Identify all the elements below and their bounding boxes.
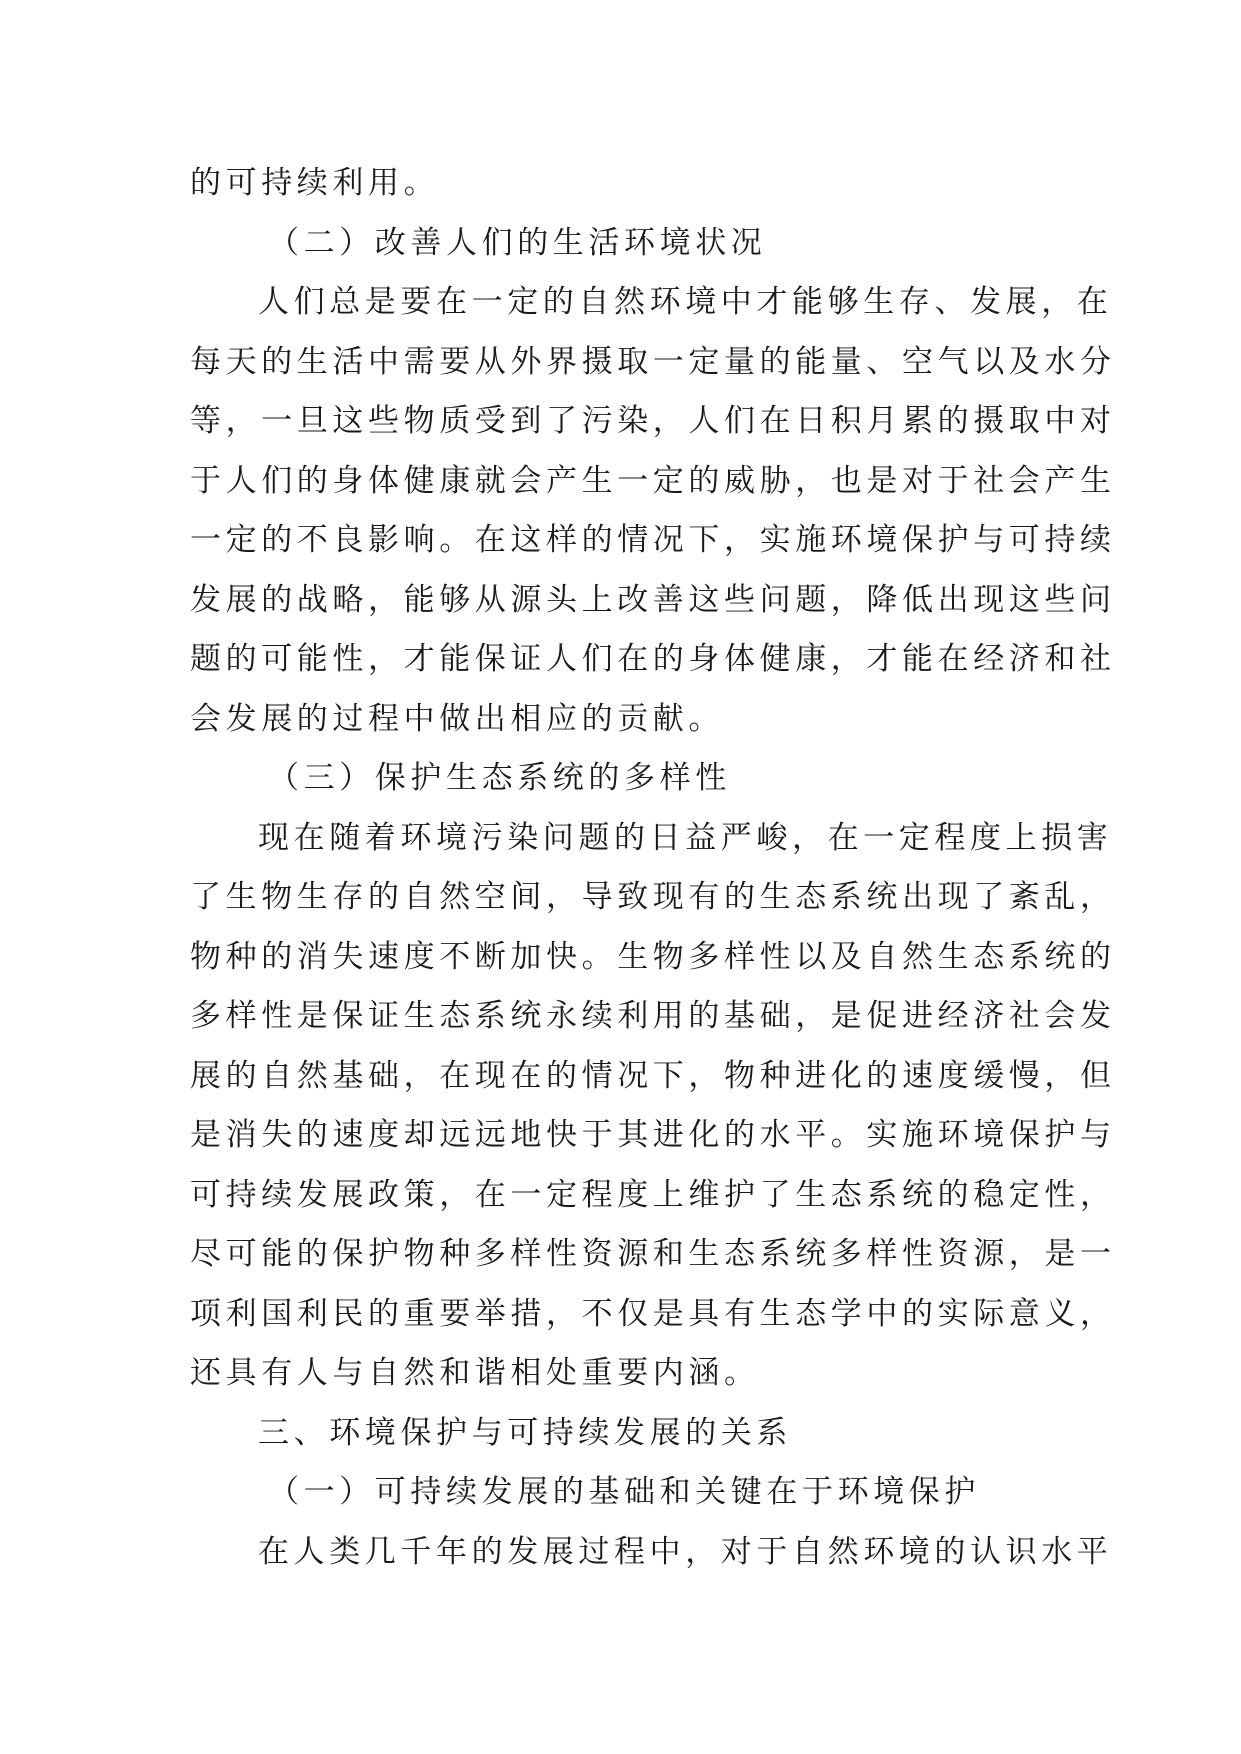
text-line: 等，一旦这些物质受到了污染，人们在日积月累的摄取中对: [190, 403, 1116, 439]
text-line: 了生物生存的自然空间，导致现有的生态系统出现了紊乱，: [190, 879, 1116, 915]
text-line: 在人类几千年的发展过程中，对于自然环境的认识水平: [258, 1533, 1113, 1570]
text-line: 是消失的速度却远远地快于其进化的水平。实施环境保护与: [190, 1117, 1116, 1153]
text-line: 题的可能性，才能保证人们在的身体健康，才能在经济和社: [190, 641, 1116, 677]
section-heading: 三、环境保护与可持续发展的关系: [258, 1414, 792, 1451]
subsection-heading: （二）改善人们的生活环境状况: [268, 224, 767, 261]
text-line: 展的自然基础，在现在的情况下，物种进化的速度缓慢，但: [190, 1057, 1116, 1094]
text-line: 现在随着环境污染问题的日益严峻，在一定程度上损害: [258, 819, 1113, 856]
text-line: 人们总是要在一定的自然环境中才能够生存、发展，在: [258, 284, 1113, 320]
text-line: 还具有人与自然和谐相处重要内涵。: [190, 1355, 760, 1391]
body-text: [190, 154, 1116, 1582]
text-line: 每天的生活中需要从外界摄取一定量的能量、空气以及水分: [190, 343, 1116, 380]
text-line: 于人们的身体健康就会产生一定的威胁，也是对于社会产生: [190, 462, 1116, 499]
text-line: 的可持续利用。: [190, 165, 440, 201]
text-line: 发展的战略，能够从源头上改善这些问题，降低出现这些问: [190, 581, 1116, 618]
text-line: 尽可能的保护物种多样性资源和生态系统多样性资源，是一: [190, 1236, 1116, 1272]
text-line: 一定的不良影响。在这样的情况下，实施环境保护与可持续: [190, 522, 1116, 558]
text-line: 多样性是保证生态系统永续利用的基础，是促进经济社会发: [190, 998, 1116, 1034]
subsection-heading: （一）可持续发展的基础和关键在于环境保护: [268, 1474, 980, 1510]
text-line: 物种的消失速度不断加快。生物多样性以及自然生态系统的: [190, 938, 1116, 975]
text-line: 可持续发展政策，在一定程度上维护了生态系统的稳定性，: [190, 1176, 1116, 1213]
text-line: 会发展的过程中做出相应的贡献。: [190, 700, 724, 737]
text-line: 项利国利民的重要举措，不仅是具有生态学中的实际意义，: [190, 1295, 1116, 1332]
subsection-heading: （三）保护生态系统的多样性: [268, 760, 731, 796]
